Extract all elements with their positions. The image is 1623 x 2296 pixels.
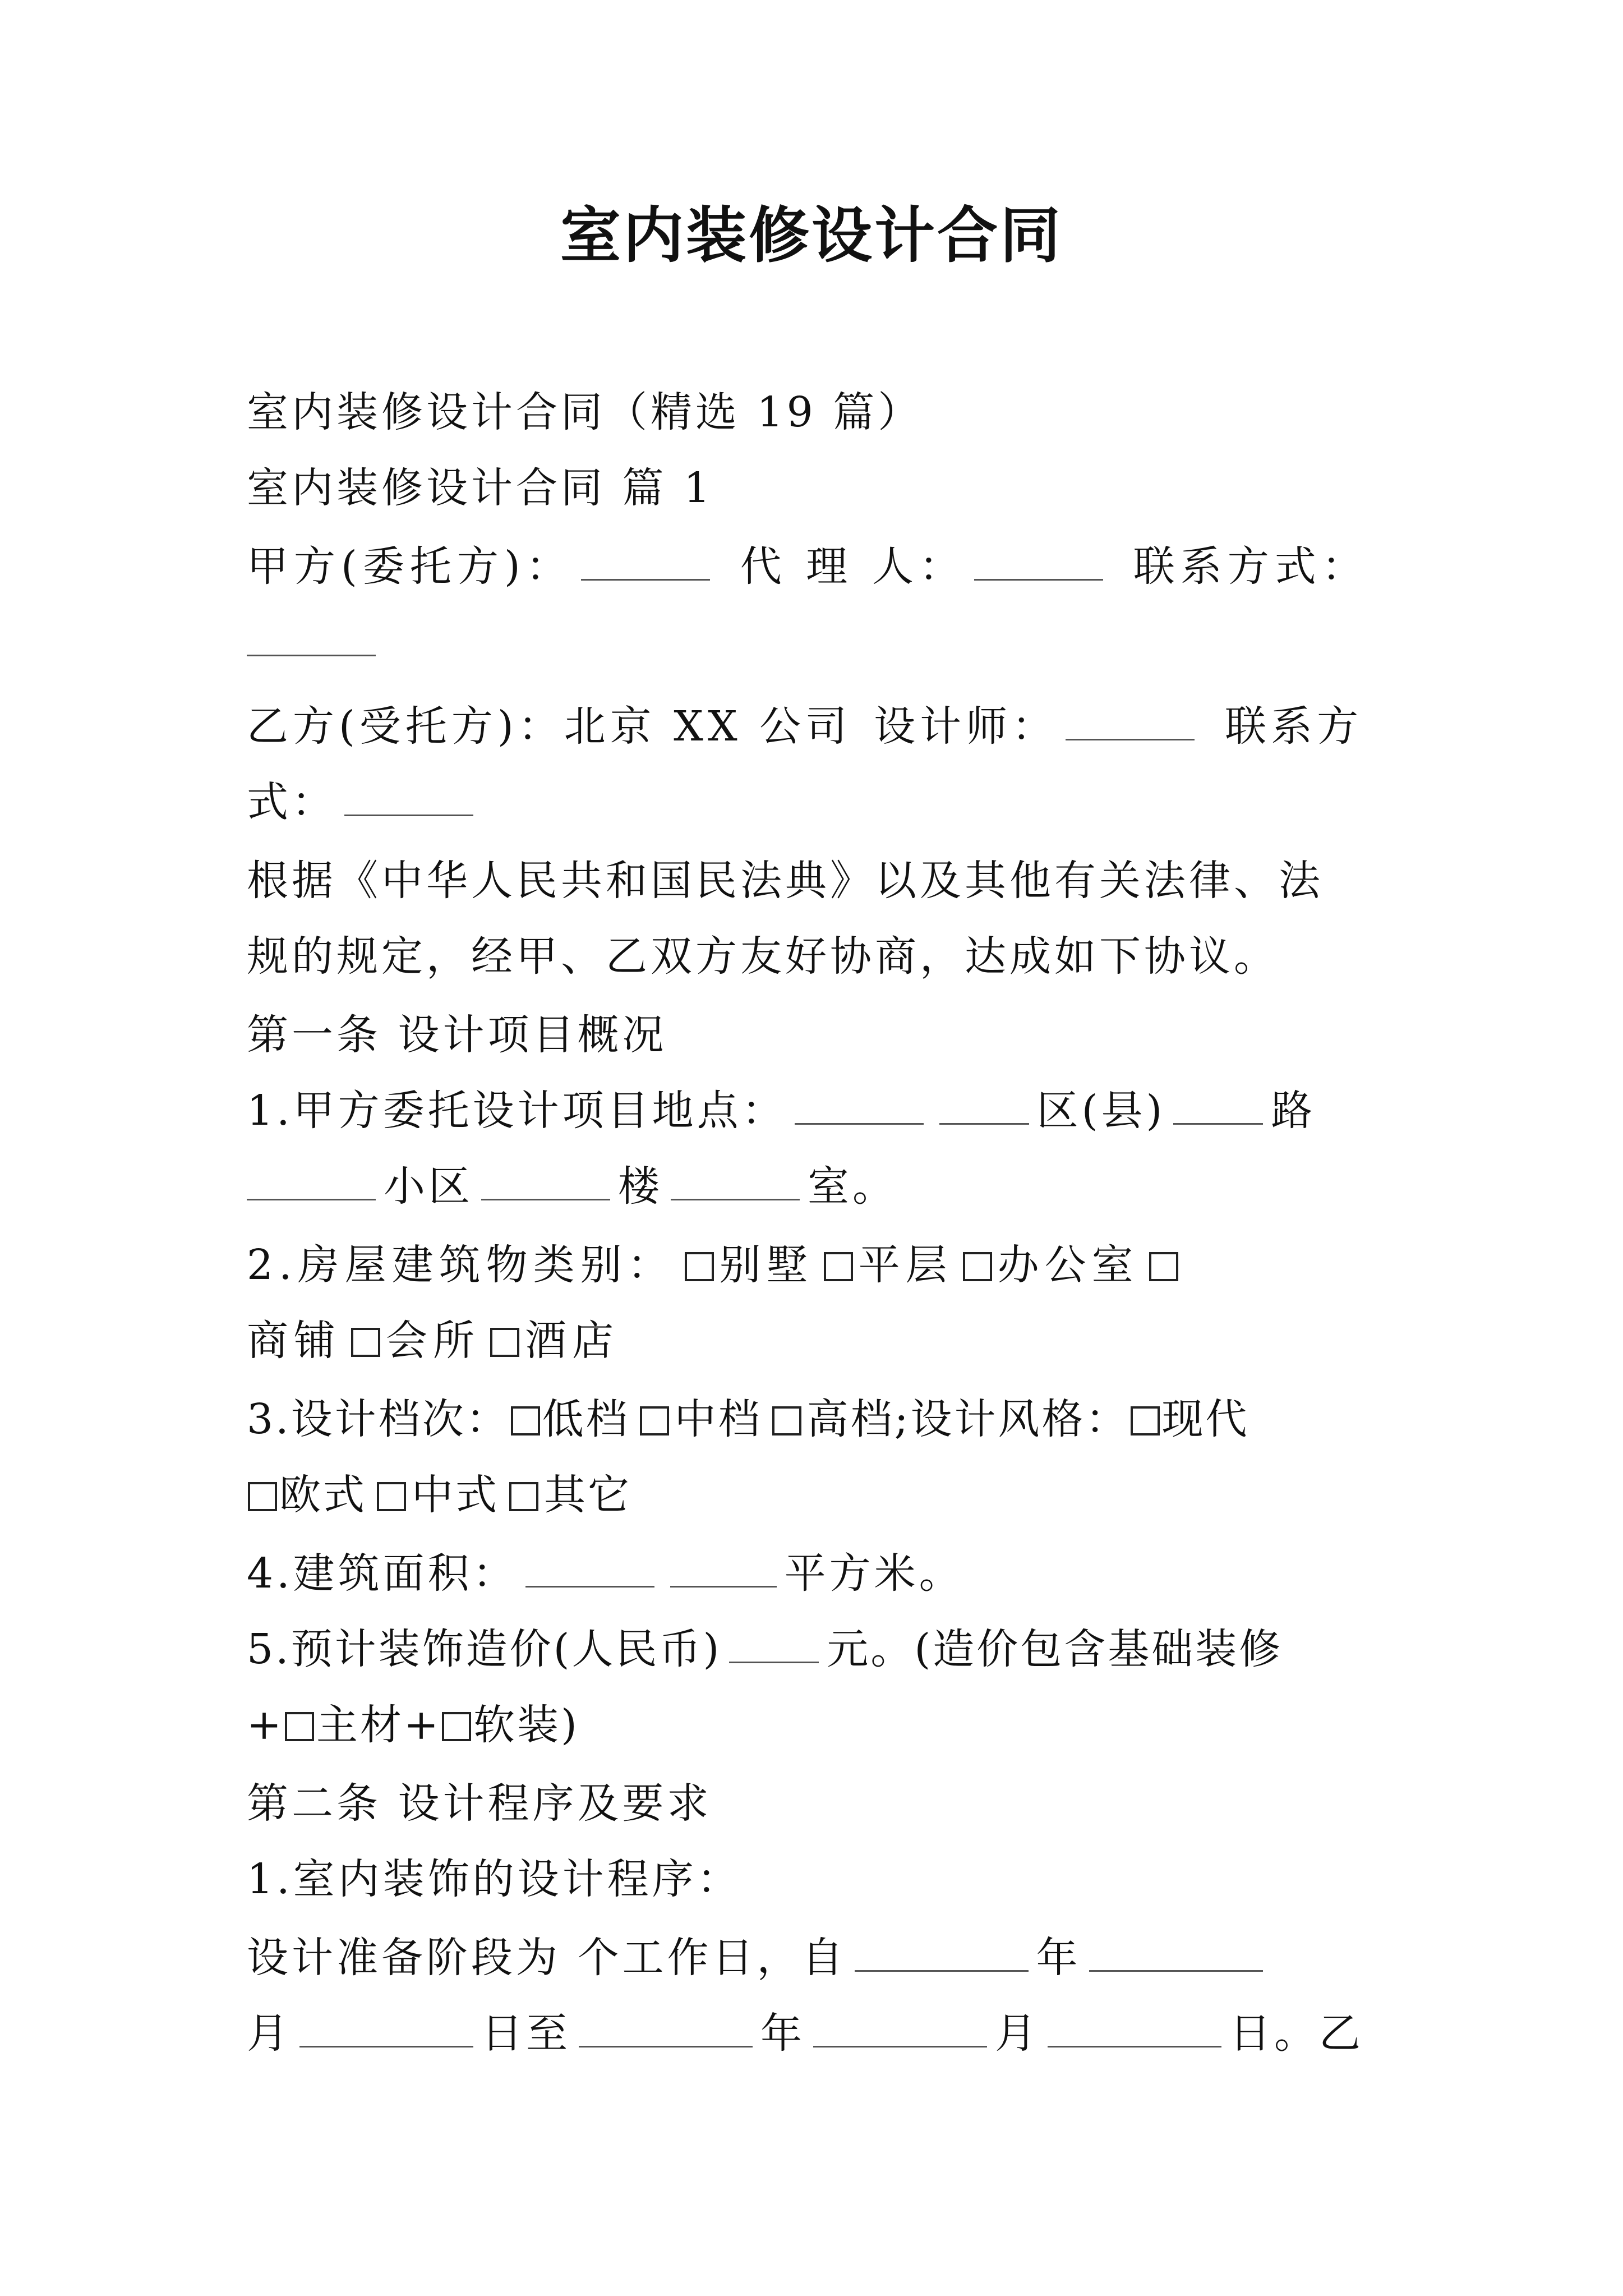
checkbox-mid-grade[interactable] [640,1406,669,1435]
section-2-heading: 第二条 设计程序及要求 [247,1779,712,1828]
checkbox-style-modern[interactable] [1131,1406,1160,1435]
basis-line-1: 根据《中华人民共和国民法典》以及其他有关法律、法 [247,857,1324,905]
section-1-item-1 [247,1080,1316,1142]
style-other: 其它 [544,1471,631,1519]
soft-furnishing-label: 软装) [473,1701,579,1749]
party-b-contact-label: 联系方 [1225,702,1363,751]
area-unit: 平方米。 [784,1549,964,1598]
district-label: 区(县) [1036,1087,1166,1135]
prep-end-year-label: 年 [760,2009,805,2058]
party-b-company: 北京 XX 公司 [564,702,852,751]
prep-end-month-blank [813,2009,987,2047]
party-b-contact-line [247,771,481,833]
prep-end-day-label: 日。乙 [1229,2009,1364,2058]
prep-year-blank [855,1933,1029,1972]
checkbox-hotel[interactable] [490,1328,519,1357]
section-2-prep-line-cont [247,2003,1364,2064]
article-heading: 室内装修设计合同 篇 1 [247,464,714,512]
community-label: 小区 [384,1162,473,1211]
checkbox-villa[interactable] [685,1252,714,1281]
room-blank [671,1162,800,1200]
section-1-item-3 [247,1388,1249,1450]
party-a-agent-blank [974,542,1103,581]
section-1-item-1-cont [247,1156,897,1217]
style-modern: 现代 [1161,1395,1249,1443]
party-a-name-blank [581,542,710,581]
location-label: 1.甲方委托设计项目地点： [247,1087,787,1135]
room-label: 室。 [808,1162,897,1211]
party-b-label: 乙方(受托方)： [247,702,564,751]
section-1-item-2-cont [247,1310,619,1372]
prep-end-year-blank [579,2009,753,2047]
section-1-item-2 [247,1234,1184,1296]
area-blank-2 [670,1549,777,1588]
building-label: 楼 [618,1162,663,1211]
checkbox-flat[interactable] [824,1252,853,1281]
building-blank [481,1162,610,1200]
option-hotel: 酒店 [525,1317,619,1365]
budget-label: 5.预计装饰造价(人民币) [247,1625,722,1673]
prep-text: 设计准备阶段为 个工作日，自 [247,1934,847,1982]
party-a-contact-label: 联系方式： [1133,542,1369,591]
section-1-item-4 [247,1543,964,1604]
party-a-agent-label: 代 理 人： [740,542,966,591]
prep-day-to-label: 日至 [481,2009,571,2058]
party-a-label: 甲方(委托方)： [247,542,573,591]
party-b-contact-label-cont: 式： [247,778,336,826]
party-a-contact-blank [247,618,376,656]
party-b-contact-blank [344,777,473,816]
document-title: 室内装修设计合同 [560,200,1063,271]
prep-month-label: 月 [247,2009,292,2058]
prep-year-label: 年 [1036,1934,1081,1982]
road-label: 路 [1271,1087,1316,1135]
checkbox-office[interactable] [963,1252,992,1281]
collection-subtitle: 室内装修设计合同（精选 19 篇） [247,388,923,436]
section-1-item-5 [247,1618,1283,1680]
option-office: 办公室 [997,1241,1139,1289]
grade-high-and-style-label: 高档;设计风格： [806,1395,1129,1443]
community-blank [247,1162,376,1200]
budget-blank [729,1625,819,1663]
option-shop: 商铺 [247,1317,341,1365]
option-flat: 平层 [858,1241,953,1289]
budget-unit: 元。(造价包含基础装修 [827,1625,1283,1673]
grade-mid: 中档 [674,1395,762,1443]
section-1-item-5-cont [247,1694,579,1756]
building-type-label: 2.房屋建筑物类别： [247,1241,675,1289]
section-1-heading: 第一条 设计项目概况 [247,1011,667,1059]
option-villa: 别墅 [719,1241,814,1289]
location-district-blank [939,1086,1029,1125]
checkbox-high-grade[interactable] [772,1406,801,1435]
prep-day-blank [299,2009,473,2047]
area-label: 4.建筑面积： [247,1549,518,1598]
basis-line-2: 规的规定，经甲、乙双方友好协商，达成如下协议。 [247,932,1279,981]
location-road-blank [1173,1086,1263,1125]
grade-label: 3.设计档次： [247,1395,510,1443]
section-2-item-1: 1.室内装饰的设计程序： [247,1855,742,1903]
checkbox-style-chinese[interactable] [377,1482,406,1511]
location-city-blank [795,1086,924,1125]
checkbox-style-european[interactable] [248,1482,277,1511]
party-b-designer-blank [1066,702,1195,740]
prep-end-day-blank [1048,2009,1221,2047]
option-club: 会所 [386,1317,480,1365]
style-chinese: 中式 [412,1471,499,1519]
prep-end-month-label: 月 [995,2009,1040,2058]
checkbox-shop[interactable] [1149,1252,1178,1281]
checkbox-club[interactable] [351,1328,380,1357]
checkbox-style-other[interactable] [509,1482,538,1511]
main-materials-label: 主材+ [316,1701,441,1749]
area-blank-1 [525,1549,654,1588]
checkbox-soft-furnishing[interactable] [442,1712,471,1741]
party-a-line [247,536,1369,597]
section-2-prep-line [247,1927,1271,1989]
checkbox-main-materials[interactable] [285,1712,314,1741]
section-1-item-3-cont [247,1464,631,1526]
party-b-line [247,696,1363,757]
party-b-designer-label: 设计师： [874,702,1058,751]
prep-month-blank [1089,1933,1263,1972]
checkbox-low-grade[interactable] [511,1406,540,1435]
style-european: 欧式 [279,1471,367,1519]
plus-sign: + [247,1701,284,1749]
party-a-contact-line [247,611,384,673]
grade-low: 低档 [542,1395,630,1443]
